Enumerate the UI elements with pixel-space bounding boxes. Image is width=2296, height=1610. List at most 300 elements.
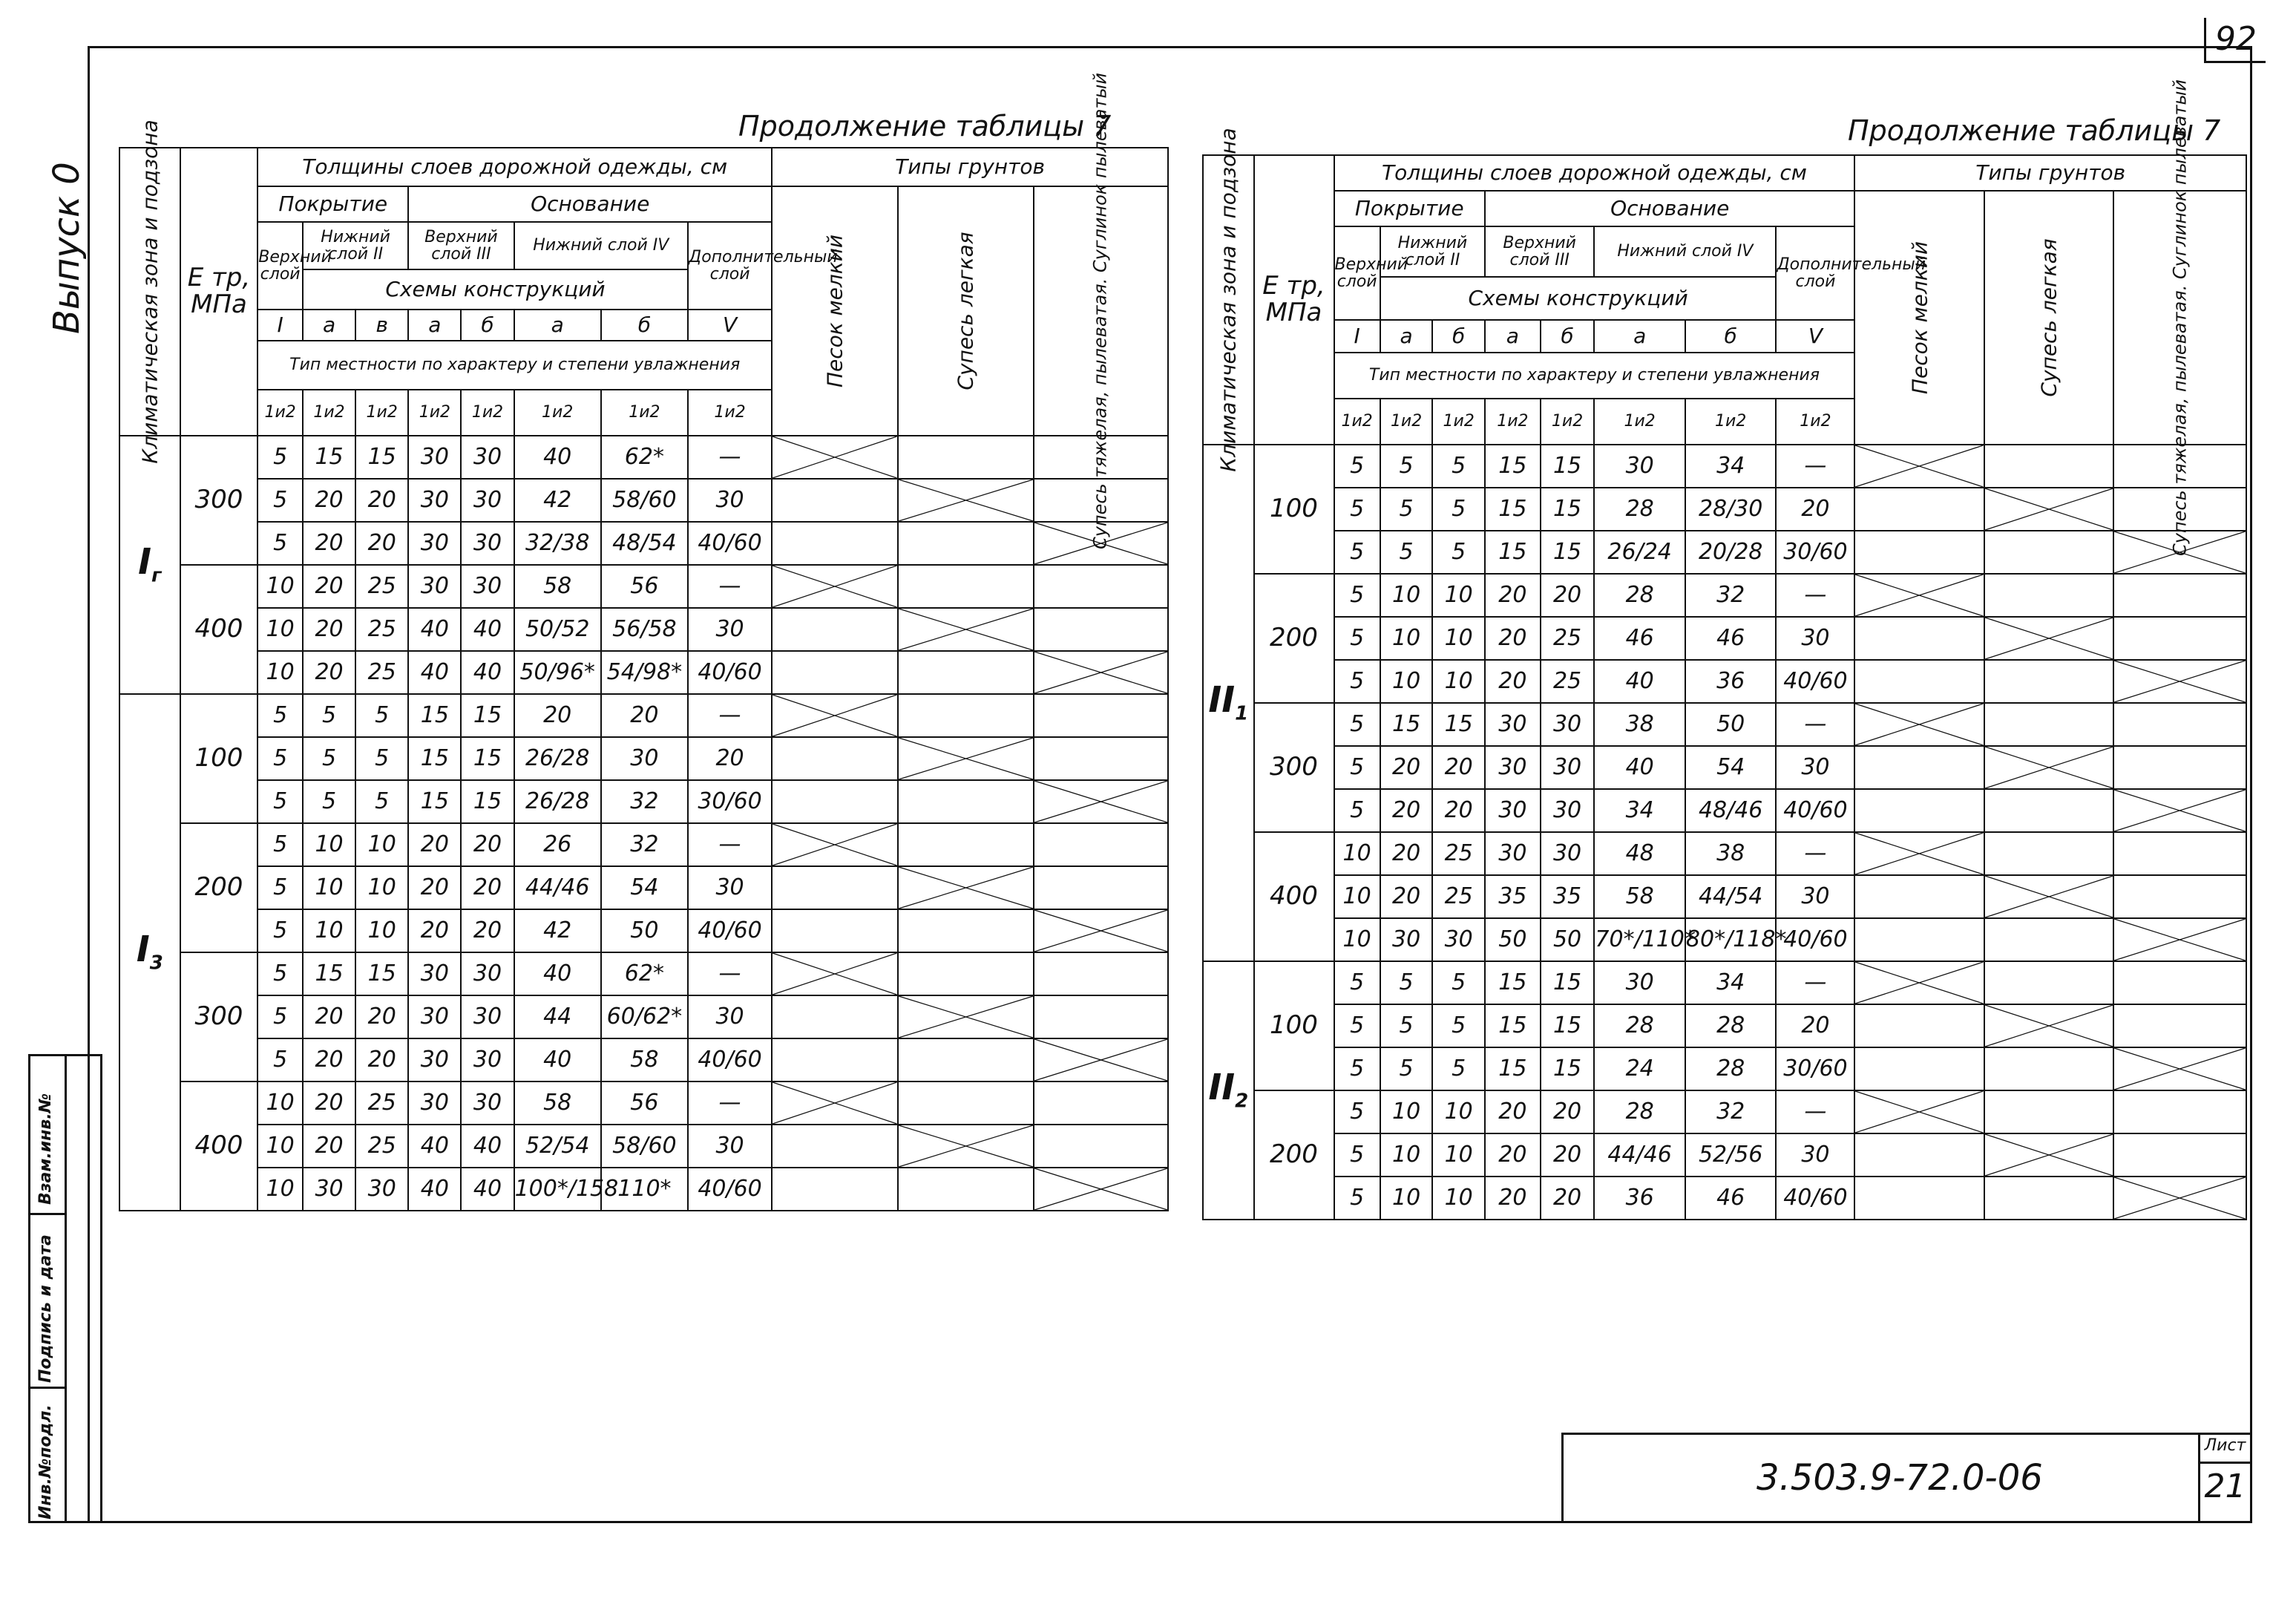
table-row [119,780,1168,823]
soil-empty-cell [2113,703,2246,746]
thickness-cell: 30 [688,866,772,909]
thickness-cell: 10 [303,909,355,952]
thickness-cell: 32 [601,823,688,866]
soil-applicable-mark [2113,1177,2246,1220]
thickness-cell: 20 [461,909,514,952]
thickness-cell: 44/46 [514,866,601,909]
thickness-cell: — [1776,1090,1854,1133]
thickness-cell: 24 [1594,1047,1685,1090]
thickness-cell: 5 [258,780,303,823]
table-row [1203,531,2246,574]
thickness-cell: — [688,436,772,479]
thickness-cell: 58 [514,1081,601,1125]
thickness-cell: 34 [1685,961,1777,1004]
thickness-cell: 62* [601,952,688,995]
thickness-cell: 30 [408,522,461,565]
moisture-type-header: 1и2 [1432,399,1485,445]
thickness-cell: 10 [258,1168,303,1211]
thickness-cell: 15 [1485,961,1541,1004]
thickness-cell: 20 [1380,875,1433,918]
soil-applicable-mark [1854,703,1984,746]
table-row [119,651,1168,694]
soil-empty-cell [1034,565,1168,608]
thickness-cell: 15 [1541,445,1595,488]
upper-III-header: Верхний слой III [1485,226,1594,277]
sheet-label: Лист [2200,1436,2250,1464]
thickness-cell: 20 [355,1038,408,1081]
soil-applicable-mark [2113,531,2246,574]
thickness-cell: 20 [1380,789,1433,832]
thickness-cell: 25 [355,608,408,651]
thickness-cell: 15 [1541,488,1595,531]
soil2-header: Супесь легкая [898,186,1034,436]
thickness-cell: 5 [303,737,355,780]
lower-II-header: Нижний слой II [1380,226,1485,277]
thickness-cell: 30/60 [1776,531,1854,574]
soil-applicable-mark [1034,1038,1168,1081]
thickness-cell: 15 [1432,703,1485,746]
soil-applicable-mark [2113,660,2246,703]
thickness-cell: — [688,565,772,608]
thickness-cell: 40/60 [688,522,772,565]
thickness-cell: 30 [461,952,514,995]
soil-empty-cell [2113,746,2246,789]
soil-empty-cell [1034,694,1168,737]
thickness-cell: 58 [1594,875,1685,918]
soil-applicable-mark [1034,780,1168,823]
thickness-cell: 5 [258,995,303,1038]
moisture-type-header: 1и2 [258,390,303,436]
soil-applicable-mark [1034,909,1168,952]
etr-value: 300 [180,436,258,565]
thickness-cell: 35 [1541,875,1595,918]
table-row [1203,1133,2246,1177]
soil-empty-cell [1034,608,1168,651]
thickness-cell: 10 [1432,617,1485,660]
lower-IV-header: Нижний слой IV [514,222,688,269]
thickness-cell: 5 [1334,1090,1380,1133]
soil-empty-cell [1984,1090,2113,1133]
table-row [1203,1004,2246,1047]
soil-empty-cell [1854,1133,1984,1177]
soil-empty-cell [772,1168,898,1211]
table-row [1203,789,2246,832]
thickness-cell: 10 [1380,1090,1433,1133]
stamp-divider [65,1056,67,1521]
thickness-cell: 54/98* [601,651,688,694]
thickness-cell: — [1776,574,1854,617]
thickness-cell: 30 [461,522,514,565]
soil-applicable-mark [1034,651,1168,694]
thickness-cell: 10 [303,823,355,866]
soil-empty-cell [1034,995,1168,1038]
thickness-cell: 5 [1432,531,1485,574]
table-row [1203,617,2246,660]
thickness-cell: 5 [1380,1004,1433,1047]
thickness-cell: 20 [1485,617,1541,660]
thickness-cell: 30 [461,436,514,479]
thickness-cell: 26 [514,823,601,866]
thickness-cell: 32 [1685,574,1777,617]
table-row [119,909,1168,952]
soil-empty-cell [1854,1047,1984,1090]
scheme-letter: а [1485,320,1541,353]
table-row [1203,1090,2246,1133]
soil-empty-cell [1854,660,1984,703]
table-row [119,952,1168,995]
thickness-cell: 40 [408,1125,461,1168]
thickness-cell: — [1776,961,1854,1004]
soil-empty-cell [772,1125,898,1168]
thickness-cell: 20 [355,995,408,1038]
thickness-cell: 40 [514,436,601,479]
thickness-cell: 110* [601,1168,688,1211]
thickness-cell: 10 [1432,1090,1485,1133]
thickness-cell: 20 [1485,1090,1541,1133]
soil-empty-cell [772,1038,898,1081]
thickness-cell: 62* [601,436,688,479]
thickness-cell: 10 [258,1125,303,1168]
thickness-cell: 15 [1541,1004,1595,1047]
thickness-cell: 15 [303,952,355,995]
moisture-type-header: 1и2 [601,390,688,436]
thickness-cell: 20 [1380,746,1433,789]
soil-applicable-mark [1034,1168,1168,1211]
scheme-letter: V [1776,320,1854,353]
thickness-cell: 5 [1380,445,1433,488]
scheme-letter: а [514,310,601,341]
scheme-letter: б [1432,320,1485,353]
moisture-type-header: 1и2 [1541,399,1595,445]
scheme-letter: в [355,310,408,341]
soil-empty-cell [2113,617,2246,660]
thickness-cell: 40 [461,608,514,651]
soil-empty-cell [1854,875,1984,918]
thickness-cell: 15 [355,436,408,479]
thickness-cell: 5 [1334,660,1380,703]
thickness-cell: 20 [514,694,601,737]
soil-empty-cell [772,737,898,780]
thickness-cell: 60/62* [601,995,688,1038]
soil-empty-cell [898,651,1034,694]
thickness-cell: 5 [355,737,408,780]
thickness-cell: 10 [355,909,408,952]
thickness-cell: 58/60 [601,479,688,522]
soil-applicable-mark [2113,918,2246,961]
thickness-cell: 10 [1432,1177,1485,1220]
thickness-cell: 28 [1594,574,1685,617]
table-row [1203,961,2246,1004]
page-number: 92 [2204,18,2266,63]
thickness-cell: 36 [1685,660,1777,703]
thickness-cell: 20 [461,866,514,909]
thickness-cell: 15 [461,737,514,780]
thickness-cell: 80*/118* [1685,918,1777,961]
table-row [119,522,1168,565]
thickness-cell: 30 [461,1081,514,1125]
soil-empty-cell [2113,1133,2246,1177]
thickness-cell: 40 [461,1168,514,1211]
soil-empty-cell [1984,961,2113,1004]
table-row [119,694,1168,737]
thickness-cell: 50/52 [514,608,601,651]
thickness-cell: 48/46 [1685,789,1777,832]
thickness-cell: 30 [408,436,461,479]
scheme-letter: I [258,310,303,341]
thickness-cell: 20 [461,823,514,866]
soil-applicable-mark [1984,1004,2113,1047]
thickness-cell: 5 [1334,961,1380,1004]
thickness-cell: 5 [303,780,355,823]
thickness-cell: 40/60 [1776,918,1854,961]
thickness-cell: 10 [355,866,408,909]
thickness-cell: 20 [601,694,688,737]
soil-applicable-mark [2113,1047,2246,1090]
thickness-cell: 10 [258,565,303,608]
soil-applicable-mark [1854,961,1984,1004]
thickness-cell: 20 [408,866,461,909]
thickness-cell: 30 [1776,1133,1854,1177]
soil-empty-cell [1854,746,1984,789]
moisture-type-header: 1и2 [1594,399,1685,445]
soil-empty-cell [2113,832,2246,875]
thickness-cell: 5 [1432,961,1485,1004]
thickness-cell: 10 [303,866,355,909]
etr-value: 100 [1254,961,1334,1090]
table-row [1203,660,2246,703]
thickness-cell: 30 [461,995,514,1038]
thickness-cell: 5 [1432,488,1485,531]
zone-cell: $I_г$ [119,436,180,694]
soil-applicable-mark [772,952,898,995]
scheme-letter: а [303,310,355,341]
scheme-letter: б [1685,320,1777,353]
thickness-cell: 50 [1485,918,1541,961]
thickness-cell: 46 [1685,1177,1777,1220]
soil1-header: Песок мелкий [772,186,898,436]
soil-applicable-mark [1854,445,1984,488]
thickness-cell: 48 [1594,832,1685,875]
thickness-cell: — [688,694,772,737]
soil-applicable-mark [1984,617,2113,660]
thickness-cell: 5 [1432,1047,1485,1090]
moisture-type-header: 1и2 [303,390,355,436]
thickness-cell: 5 [1334,1004,1380,1047]
thickness-cell: 5 [1380,531,1433,574]
thickness-cell: 10 [1380,1133,1433,1177]
thickness-cell: 20 [408,909,461,952]
thickness-cell: 5 [1334,1047,1380,1090]
scheme-letter: а [1594,320,1685,353]
etr-value: 300 [180,952,258,1081]
scheme-letter: а [1380,320,1433,353]
thickness-header: Толщины слоев дорожной одежды, см [258,148,772,186]
issue-label: Выпуск 0 [46,162,88,334]
table-row [119,1038,1168,1081]
scheme-letter: б [601,310,688,341]
thickness-cell: 30 [461,565,514,608]
thickness-cell: 34 [1685,445,1777,488]
soil-empty-cell [772,866,898,909]
soil-applicable-mark [1034,522,1168,565]
soil-applicable-mark [772,694,898,737]
thickness-cell: 20 [303,995,355,1038]
soil-applicable-mark [772,823,898,866]
soil-empty-cell [2113,1004,2246,1047]
thickness-cell: 5 [1334,488,1380,531]
soil-empty-cell [1984,918,2113,961]
soil-applicable-mark [1984,875,2113,918]
table-row [1203,832,2246,875]
thickness-cell: 10 [1334,875,1380,918]
thickness-cell: 25 [355,565,408,608]
scheme-letter: I [1334,320,1380,353]
base-header: Основание [408,186,772,222]
soil-applicable-mark [1984,488,2113,531]
thickness-header: Толщины слоев дорожной одежды, см [1334,155,1855,191]
thickness-cell: 20 [303,522,355,565]
thickness-cell: 28 [1685,1047,1777,1090]
stamp-label-signature: Подпись и дата [36,1234,55,1383]
soil-empty-cell [1854,617,1984,660]
thickness-cell: 5 [1380,488,1433,531]
table-row [119,1081,1168,1125]
soil-empty-cell [898,909,1034,952]
soil-applicable-mark [898,995,1034,1038]
soil-empty-cell [898,694,1034,737]
thickness-cell: 20 [303,479,355,522]
thickness-cell: 30 [688,608,772,651]
thickness-cell: 10 [258,651,303,694]
moisture-type-header: 1и2 [514,390,601,436]
soil-empty-cell [1984,531,2113,574]
moisture-type-header: 1и2 [355,390,408,436]
thickness-cell: 30 [1594,445,1685,488]
soil-applicable-mark [2113,789,2246,832]
thickness-cell: 28 [1594,1004,1685,1047]
table-row [1203,445,2246,488]
stamp-cell-replace [30,1056,65,1215]
etr-value: 400 [1254,832,1334,961]
thickness-cell: 50 [1685,703,1777,746]
lower-II-header: Нижний слой II [303,222,408,269]
thickness-cell: 28 [1685,1004,1777,1047]
thickness-cell: 20 [303,1081,355,1125]
thickness-cell: 34 [1594,789,1685,832]
thickness-cell: 25 [1541,660,1595,703]
thickness-cell: 54 [1685,746,1777,789]
thickness-cell: 50 [601,909,688,952]
thickness-cell: 30 [355,1168,408,1211]
thickness-cell: 5 [1380,1047,1433,1090]
soil-empty-cell [772,909,898,952]
left-table-caption: Продолжение таблицы 7 [738,110,1112,143]
top-layer-header: Верхний слой [258,222,303,310]
thickness-cell: 5 [1334,789,1380,832]
zone-header: Климатическая зона и подзона [1203,155,1254,445]
side-stamp [28,1054,102,1523]
table-row [1203,875,2246,918]
thickness-cell: 42 [514,909,601,952]
scheme-letter: V [688,310,772,341]
thickness-cell: 20 [408,823,461,866]
soil-empty-cell [1984,1177,2113,1220]
thickness-cell: 10 [1380,1177,1433,1220]
thickness-cell: 20 [1380,832,1433,875]
thickness-cell: — [1776,703,1854,746]
table-row [1203,1177,2246,1220]
thickness-cell: 5 [1334,445,1380,488]
soil3-header: Супесь тяжелая, пылеватая. Суглинок пылеватый [2113,191,2246,445]
thickness-cell: — [1776,832,1854,875]
thickness-cell: 40 [1594,746,1685,789]
etr-value: 400 [180,1081,258,1211]
moisture-type-header: 1и2 [408,390,461,436]
soil-empty-cell [1034,952,1168,995]
thickness-cell: 5 [258,436,303,479]
thickness-cell: 5 [1432,445,1485,488]
table-row [119,1125,1168,1168]
thickness-cell: 46 [1685,617,1777,660]
sheet-box [2198,1435,2250,1521]
thickness-cell: 32/38 [514,522,601,565]
thickness-cell: 20/28 [1685,531,1777,574]
zone-cell: $II_1$ [1203,445,1254,961]
thickness-cell: 30 [1485,832,1541,875]
thickness-cell: 5 [1334,617,1380,660]
thickness-cell: 5 [258,1038,303,1081]
coating-header: Покрытие [258,186,408,222]
soil-empty-cell [898,952,1034,995]
thickness-cell: 20 [355,479,408,522]
thickness-cell: 30 [1485,746,1541,789]
thickness-cell: 30 [303,1168,355,1211]
thickness-cell: 26/28 [514,737,601,780]
thickness-cell: 5 [258,952,303,995]
thickness-cell: 30 [408,995,461,1038]
thickness-cell: 20 [1541,1177,1595,1220]
thickness-cell: 40/60 [1776,789,1854,832]
terrain-header: Тип местности по характеру и степени увлажнения [1334,353,1855,399]
thickness-cell: 30 [688,1125,772,1168]
soil-empty-cell [898,565,1034,608]
soil-empty-cell [772,479,898,522]
thickness-cell: 30 [408,479,461,522]
thickness-cell: 5 [258,823,303,866]
soil-applicable-mark [898,737,1034,780]
thickness-cell: 10 [1432,1133,1485,1177]
thickness-cell: 5 [258,694,303,737]
thickness-cell: 40/60 [688,651,772,694]
table-row [119,866,1168,909]
table-row [119,608,1168,651]
etr-value: 100 [180,694,258,823]
thickness-cell: 20 [1541,574,1595,617]
soil-empty-cell [1984,703,2113,746]
stamp-cell-inventory [30,1389,65,1525]
thickness-cell: 30 [1541,789,1595,832]
table-row [119,823,1168,866]
soil-applicable-mark [1854,574,1984,617]
thickness-cell: 15 [1485,1004,1541,1047]
thickness-cell: 15 [1541,531,1595,574]
thickness-cell: — [688,952,772,995]
zone-header: Климатическая зона и подзона [119,148,180,436]
thickness-cell: 40/60 [1776,660,1854,703]
soil2-header: Супесь легкая [1984,191,2113,445]
thickness-cell: 58/60 [601,1125,688,1168]
scheme-letter: б [461,310,514,341]
